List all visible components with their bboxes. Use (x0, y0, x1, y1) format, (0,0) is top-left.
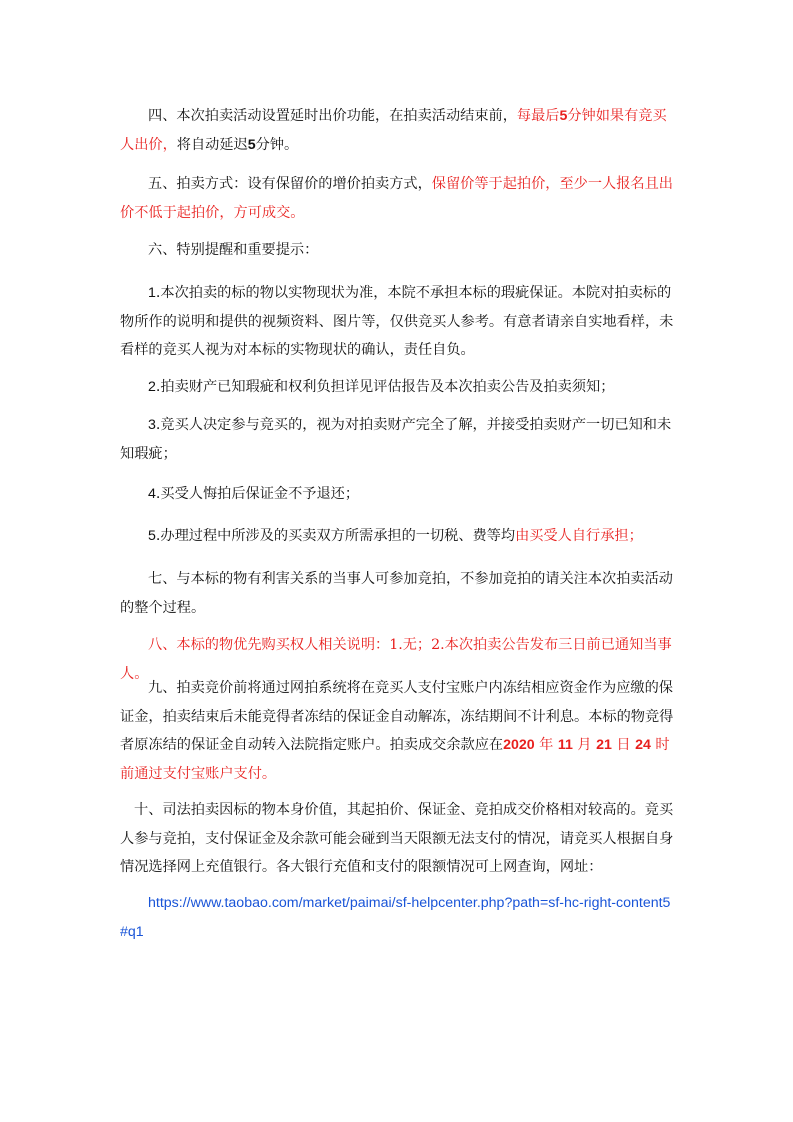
section-4-minutes: 5 (247, 136, 256, 153)
section-9-deadline: 2020 年 11 月 21 日 24 时前通过支付宝账户支付。 (120, 737, 670, 782)
section-7-paragraph: 七、与本标的物有利害关系的当事人可参加竞拍，不参加竞拍的请关注本次拍卖活动的整个过程。 (120, 571, 673, 616)
section-9-paragraph: 九、拍卖竞价前将通过网拍系统将在竞买人支付宝账户内冻结相应资金作为应缴的保证金，拍卖结束后未能竞得者冻结的保证金自动解冻，冻结期间不计利息。本标的物竞得者原冻结的保证金自动转入法院指定账户。拍卖成交余款应在2020 年 11 月 21 日 24 时前通过支付宝账户支付。 (120, 680, 674, 782)
section-5-text: 五、拍卖方式：设有保留价的增价拍卖方式， (148, 176, 432, 192)
section-10-paragraph: 十、司法拍卖因标的物本身价值，其起拍价、保证金、竞拍成交价格相对较高的。竞买人参与竞拍，支付保证金及余款可能会碰到当天限额无法支付的情况，请竞买人根据自身情况选择网上充值银行。各大银行充值和支付的限额情况可上网查询，网址： (120, 802, 674, 875)
section-4-tail: 将自动延迟 (176, 136, 248, 153)
section-5-paragraph (120, 170, 676, 227)
item-1-paragraph: 1.本次拍卖的标的物以实物现状为准，本院不承担本标的瑕疵保证。本院对拍卖标的物所作的说明和提供的视频资料、图片等，仅供竞买人参考。有意者请亲自实地看样，未看样的竞买人视为对本标的实物现状的确认，责任自负。 (120, 285, 674, 358)
item-2-paragraph: 2.拍卖财产已知瑕疵和权利负担详见评估报告及本次拍卖公告及拍卖须知； (148, 379, 615, 395)
section-4-paragraph: 四、本次拍卖活动设置延时出价功能，在拍卖活动结束前，每最后5分钟如果有竞买人出价，将自动延迟5分钟。 (120, 108, 667, 153)
section-4-text: 四、本次拍卖活动设置延时出价功能，在拍卖活动结束前， (148, 108, 517, 124)
item-5-paragraph: 5.办理过程中所涉及的买卖双方所需承担的一切税、费等均由买受人自行承担； (148, 528, 643, 544)
section-8-paragraph: 八、本标的物优先购买权人相关说明：1.无；2.本次拍卖公告发布三日前已通知当事人。 (120, 637, 672, 682)
item-3-paragraph: 3.竞买人决定参与竞买的，视为对拍卖财产完全了解，并接受拍卖财产一切已知和未知瑕疵； (120, 417, 672, 462)
section-4-red-text: 每最后5分钟如果有竞买人出价， (120, 108, 667, 153)
help-center-link[interactable]: https://www.taobao.com/market/paimai/sf-helpcenter.php?path=sf-hc-right-content5#q1 (120, 895, 671, 940)
item-4-paragraph: 4.买受人悔拍后保证金不予退还； (148, 486, 360, 502)
section-5-red-text: 保留价等于起拍价，至少一人报名且出价不低于起拍价，方可成交。 (120, 176, 673, 221)
section-6-heading: 六、特别提醒和重要提示： (148, 242, 319, 258)
item-5-red-text: 由买受人自行承担； (515, 528, 643, 544)
